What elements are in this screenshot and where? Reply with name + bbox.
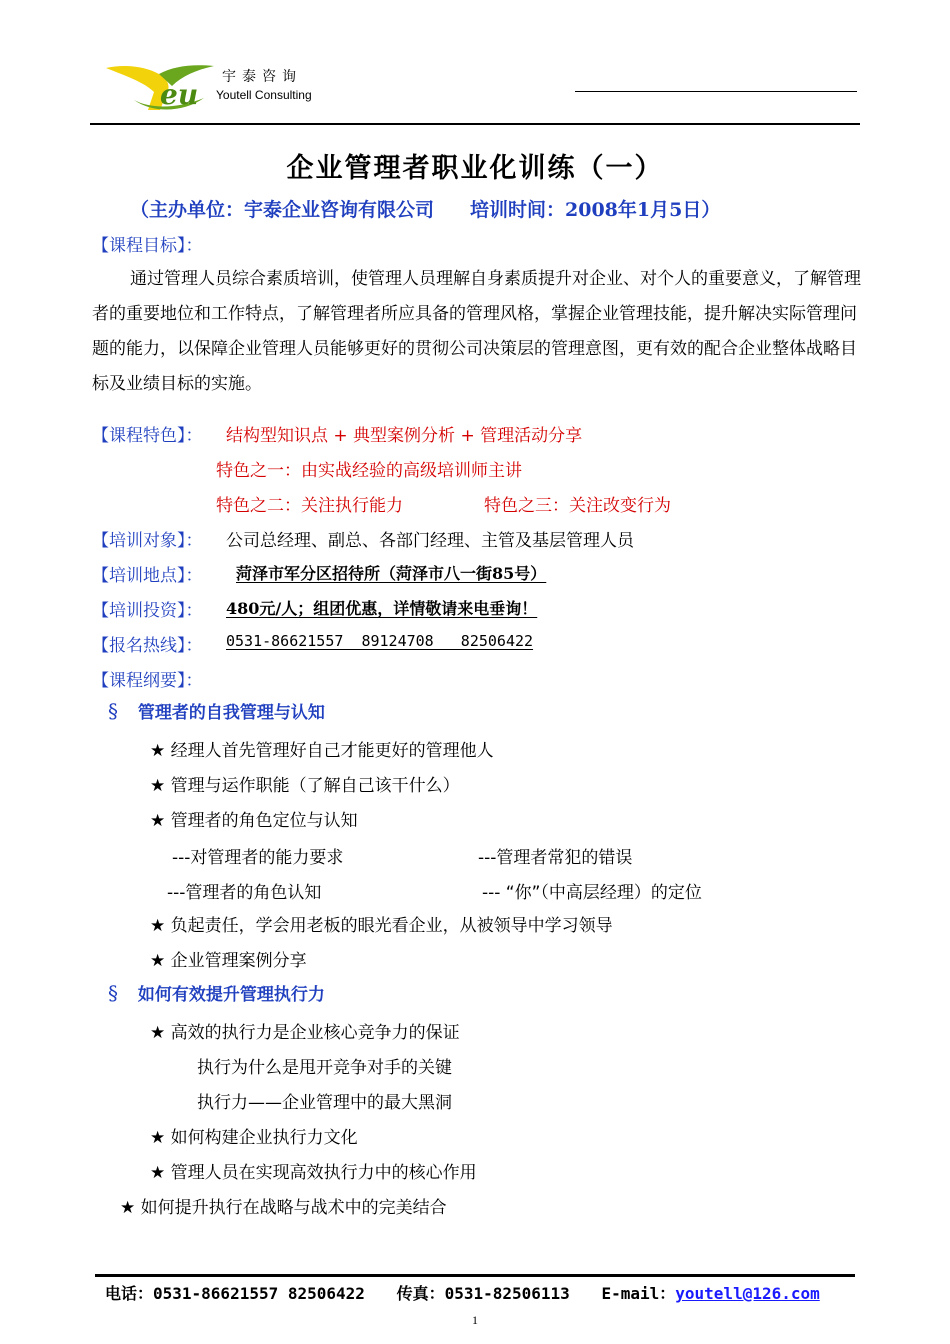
outline-subitem: ---管理者的角色认知 [167,883,322,903]
features-main: 结构型知识点 + 典型案例分析 + 管理活动分享 [226,426,583,446]
footer-email-link[interactable]: youtell@126.com [675,1284,820,1303]
location-text: 菏泽市军分区招待所（菏泽市八一街85号） [236,564,547,583]
footer-email-label: E-mail： [601,1284,676,1303]
header-divider [90,123,860,125]
page-number: 1 [472,1313,478,1327]
logo-chinese-name: 宇泰咨询 [222,69,302,85]
section-mark-icon: § [108,981,118,1005]
outline-subitem: --- “你”（中高层经理）的定位 [482,883,702,903]
header-right-line [575,91,857,92]
outline-item: ★ 如何提升执行在战略与战术中的完美结合 [120,1198,447,1218]
hotline-label: 【报名热线】： [92,636,203,656]
organizer-text: （主办单位：宇泰企业咨询有限公司 [130,199,435,221]
outline-subitem: 执行力——企业管理中的最大黑洞 [197,1093,452,1113]
fee-label: 【培训投资】： [92,601,203,621]
section-1-title: 管理者的自我管理与认知 [137,703,325,723]
fee-text: 480元/人；组团优惠，详情敬请来电垂询！ [226,599,538,618]
outline-item: ★ 管理与运作职能（了解自己该干什么） [150,776,460,796]
outline-item: ★ 如何构建企业执行力文化 [150,1128,358,1148]
footer-fax: 传真：0531-82506113 [396,1284,570,1303]
outline-subitem: 执行为什么是甩开竞争对手的关键 [197,1058,452,1078]
outline-label: 【课程纲要】： [92,671,203,691]
section-mark-icon: § [108,699,118,723]
audience-label: 【培训对象】： [92,531,203,551]
goal-label: 【课程目标】： [92,236,203,256]
outline-subitem: ---对管理者的能力要求 [172,848,344,868]
feature-three: 特色之三：关注改变行为 [484,496,671,516]
logo-english-name: Youtell Consulting [216,88,312,102]
feature-two: 特色之二：关注执行能力 [216,496,403,516]
training-date-text: 培训时间：2008年1月5日） [470,199,721,221]
footer-divider [95,1274,855,1277]
footer-phone: 电话：0531-86621557 82506422 [105,1284,365,1303]
feature-one: 特色之一：由实战经验的高级培训师主讲 [216,461,522,481]
hotline-text: 0531-86621557 89124708 82506422 [226,632,534,650]
outline-item: ★ 负起责任，学会用老板的眼光看企业，从被领导中学习领导 [150,916,613,936]
features-label: 【课程特色】： [92,426,203,446]
outline-section-1 [108,698,325,723]
section-2-title: 如何有效提升管理执行力 [137,985,325,1005]
outline-item: ★ 管理者的角色定位与认知 [150,811,358,831]
goal-paragraph: 通过管理人员综合素质培训，使管理人员理解自身素质提升对企业、对个人的重要意义，了解管理者的重要地位和工作特点，了解管理者所应具备的管理风格，掌握企业管理技能，提升解决实际管理问题的能力，以保障企业管理人员能够更好的贯彻公司决策层的管理意图，更有效的配合企业整体战略目标及业绩目标的实施。 [92,269,861,394]
audience-text: 公司总经理、副总、各部门经理、主管及基层管理人员 [226,531,634,551]
outline-item: ★ 企业管理案例分享 [150,951,307,971]
svg-text:eu: eu [160,78,199,111]
outline-section-2 [108,980,325,1005]
youtell-logo-icon [104,60,224,115]
outline-subitem: ---管理者常犯的错误 [478,848,633,868]
outline-item: ★ 经理人首先管理好自己才能更好的管理他人 [150,741,494,761]
location-label: 【培训地点】： [92,566,203,586]
outline-item: ★ 管理人员在实现高效执行力中的核心作用 [150,1163,477,1183]
outline-item: ★ 高效的执行力是企业核心竞争力的保证 [150,1023,460,1043]
document-title: 企业管理者职业化训练（一） [286,153,664,184]
document-subtitle [130,195,756,222]
footer-contact [105,1281,820,1304]
